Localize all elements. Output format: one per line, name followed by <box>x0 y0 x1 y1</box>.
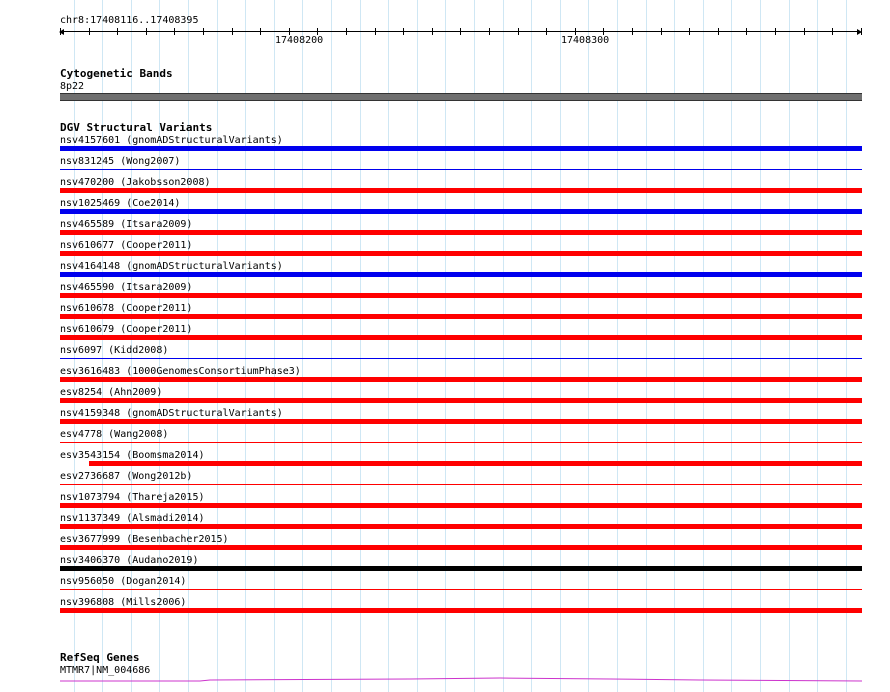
dgv-variant-bar[interactable] <box>60 314 862 319</box>
dgv-variant-bar[interactable] <box>60 188 862 193</box>
dgv-variant-bar[interactable] <box>60 524 862 529</box>
cytoband-8p22[interactable] <box>60 93 862 101</box>
dgv-variant-label: esv3543154 (Boomsma2014) <box>60 450 205 461</box>
dgv-variant-label: nsv610679 (Cooper2011) <box>60 324 193 335</box>
dgv-variant-label: nsv4159348 (gnomADStructuralVariants) <box>60 408 283 419</box>
dgv-variant-label: nsv465590 (Itsara2009) <box>60 282 193 293</box>
track-title-refseq[interactable]: RefSeq Genes <box>60 651 140 664</box>
refseq-gene-label: MTMR7|NM_004686 <box>60 665 151 676</box>
dgv-variant-label: nsv4157601 (gnomADStructuralVariants) <box>60 135 283 146</box>
cytoband-label: 8p22 <box>60 81 85 92</box>
dgv-variant-label: nsv610677 (Cooper2011) <box>60 240 193 251</box>
dgv-variant-bar[interactable] <box>60 566 862 571</box>
dgv-variant-label: esv3616483 (1000GenomesConsortiumPhase3) <box>60 366 301 377</box>
dgv-variant-bar[interactable] <box>60 484 862 485</box>
dgv-variant-bar[interactable] <box>60 503 862 508</box>
position-label: chr8:17408116..17408395 <box>60 15 199 26</box>
dgv-variant-bar[interactable] <box>60 293 862 298</box>
ruler-label-1: 17408200 <box>275 35 324 46</box>
dgv-variant-bar[interactable] <box>60 169 862 170</box>
dgv-variant-label: nsv610678 (Cooper2011) <box>60 303 193 314</box>
dgv-variant-label: nsv831245 (Wong2007) <box>60 156 181 167</box>
dgv-variant-bar[interactable] <box>89 461 862 466</box>
dgv-variant-bar[interactable] <box>60 442 862 443</box>
track-title-dgv[interactable]: DGV Structural Variants <box>60 121 213 134</box>
dgv-variant-label: nsv956050 (Dogan2014) <box>60 576 187 587</box>
dgv-variant-label: esv8254 (Ahn2009) <box>60 387 163 398</box>
dgv-variant-bar[interactable] <box>60 377 862 382</box>
dgv-variant-bar[interactable] <box>60 545 862 550</box>
dgv-variant-bar[interactable] <box>60 146 862 151</box>
dgv-variant-label: nsv3406370 (Audano2019) <box>60 555 199 566</box>
dgv-variant-label: nsv6097 (Kidd2008) <box>60 345 169 356</box>
dgv-variant-bar[interactable] <box>60 335 862 340</box>
ruler-label-2: 17408300 <box>561 35 610 46</box>
dgv-variant-bar[interactable] <box>60 608 862 613</box>
dgv-variant-label: nsv1073794 (Thareja2015) <box>60 492 205 503</box>
dgv-variant-label: nsv1137349 (Alsmadi2014) <box>60 513 205 524</box>
dgv-variant-bar[interactable] <box>60 251 862 256</box>
dgv-variant-label: nsv470200 (Jakobsson2008) <box>60 177 211 188</box>
dgv-variant-bar[interactable] <box>60 419 862 424</box>
dgv-variant-label: nsv396808 (Mills2006) <box>60 597 187 608</box>
dgv-variant-label: nsv465589 (Itsara2009) <box>60 219 193 230</box>
refseq-gene-line <box>60 678 862 681</box>
dgv-variant-label: esv3677999 (Besenbacher2015) <box>60 534 229 545</box>
track-title-cytobands[interactable]: Cytogenetic Bands <box>60 67 173 80</box>
dgv-variant-label: esv2736687 (Wong2012b) <box>60 471 193 482</box>
dgv-variant-label: nsv4164148 (gnomADStructuralVariants) <box>60 261 283 272</box>
dgv-variant-label: esv4778 (Wang2008) <box>60 429 169 440</box>
dgv-variant-bar[interactable] <box>60 230 862 235</box>
dgv-variant-bar[interactable] <box>60 209 862 214</box>
dgv-variant-label: nsv1025469 (Coe2014) <box>60 198 181 209</box>
dgv-variant-bar[interactable] <box>60 398 862 403</box>
dgv-variant-bar[interactable] <box>60 272 862 277</box>
dgv-variant-bar[interactable] <box>60 358 862 359</box>
dgv-variant-bar[interactable] <box>60 589 862 590</box>
